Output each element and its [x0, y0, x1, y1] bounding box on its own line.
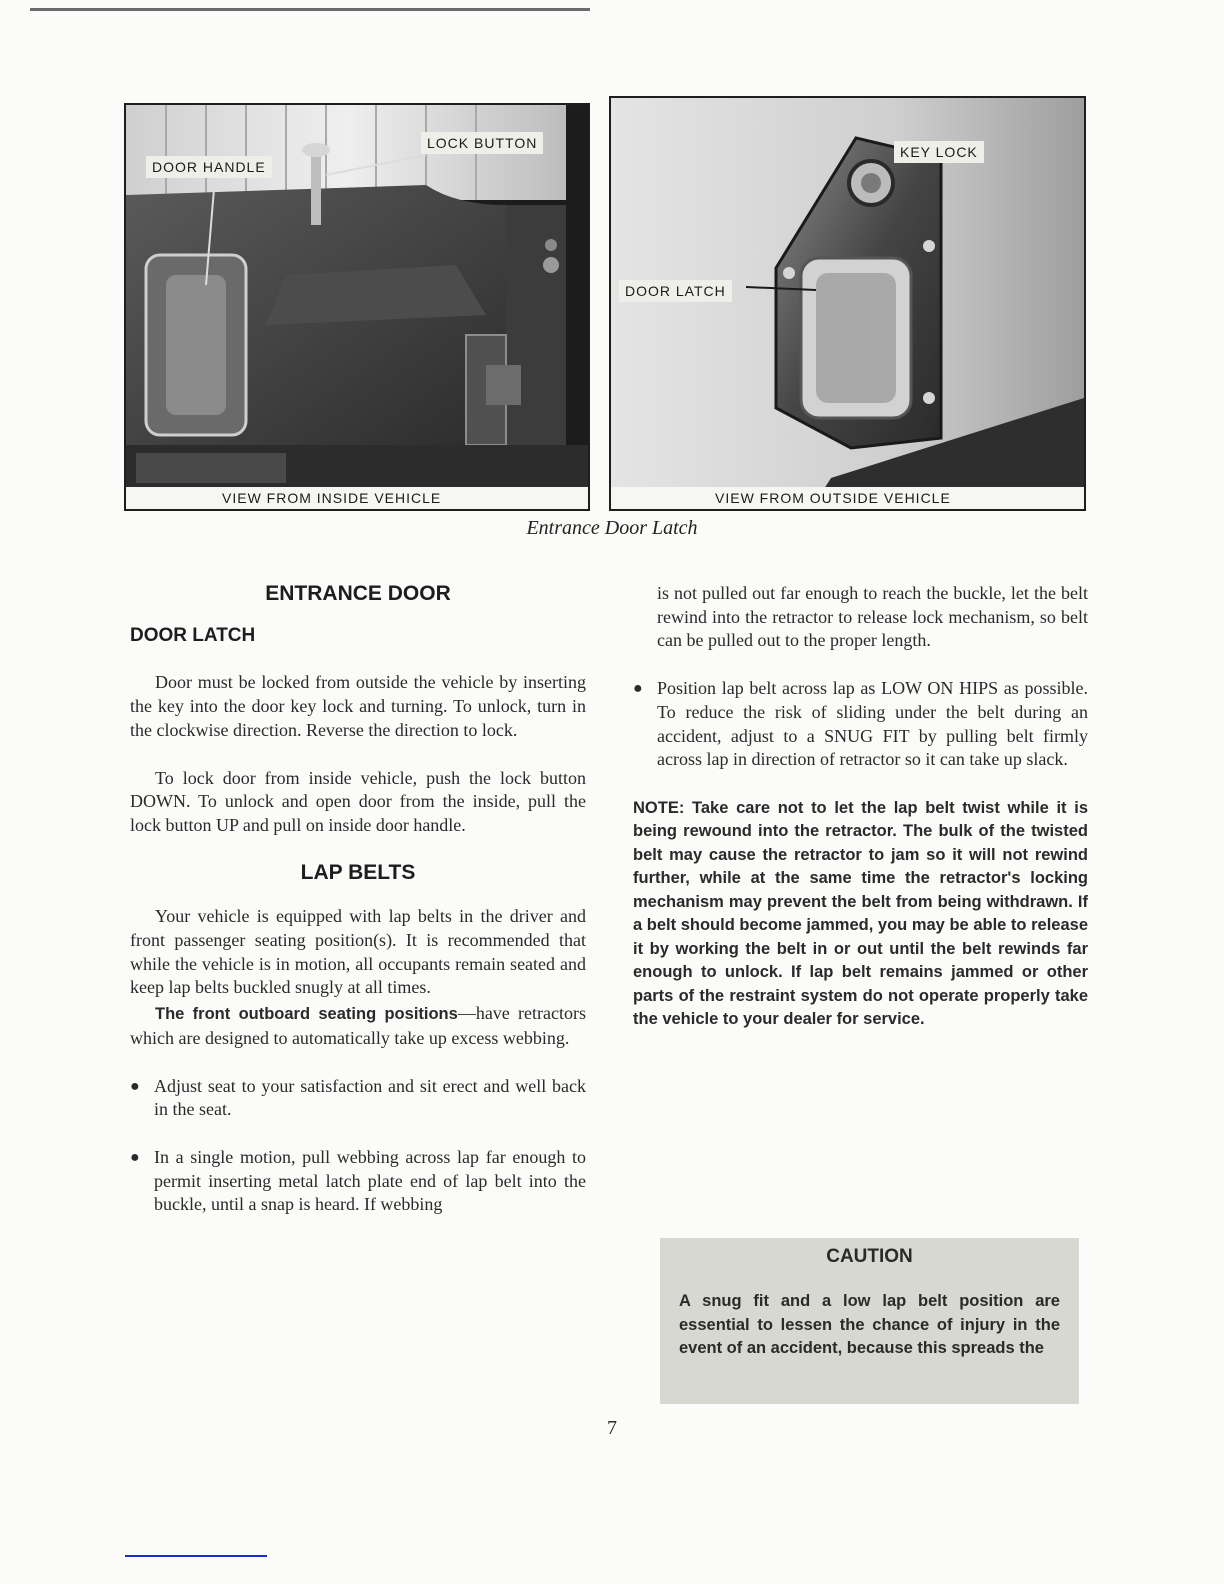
- key-lock-callout: KEY LOCK: [894, 141, 984, 163]
- outside-door-illustration: [611, 98, 1084, 509]
- lap-belts-rest-text: —have retractors which are designed to automatically take up excess webbing.: [130, 1003, 586, 1048]
- bullet-icon: ●: [633, 680, 643, 698]
- figure-caption: Entrance Door Latch: [526, 517, 698, 539]
- section-title-entrance-door: ENTRANCE DOOR: [265, 582, 451, 605]
- top-rule: [30, 8, 590, 11]
- continuation-paragraph: is not pulled out far enough to reach the buckle, let the belt rewind into the retractor to release lock mechanism, so belt can be pulled out to the proper length.: [657, 583, 1088, 651]
- lap-belts-paragraph-2: [130, 1002, 586, 1050]
- subsection-title-door-latch: DOOR LATCH: [130, 624, 256, 646]
- page-number: 7: [607, 1417, 617, 1439]
- photo-inside-view: [124, 103, 590, 511]
- outside-view-caption: VIEW FROM OUTSIDE VEHICLE: [611, 487, 1084, 509]
- photo-outside-view: [609, 96, 1086, 511]
- bullet-item: [130, 1075, 586, 1122]
- inside-view-caption: VIEW FROM INSIDE VEHICLE: [126, 487, 588, 509]
- left-column: [130, 582, 586, 1217]
- right-column: [633, 582, 1088, 1032]
- section-title-lap-belts: LAP BELTS: [300, 860, 416, 884]
- caution-text: A snug fit and a low lap belt position are essential to lessen the chance of injury in the event of an accident, because this spreads the: [679, 1292, 1060, 1357]
- bullet-text: Adjust seat to your satisfaction and sit erect and well back in the seat.: [154, 1075, 586, 1120]
- bullet-text: Position lap belt across lap as LOW ON HIPS as possible. To reduce the risk of sliding under the belt during an accident, adjust to a SNUG FIT by pulling belt firmly across lap in direction of retractor so it can take up slack.: [657, 678, 1088, 770]
- bullet-item: [633, 677, 1088, 772]
- bullet-icon: ●: [130, 1077, 140, 1095]
- bullet-text: In a single motion, pull webbing across lap far enough to permit inserting metal latch plate end of lap belt into the buckle, until a snap is heard. If webbing: [154, 1146, 586, 1215]
- door-handle-callout: DOOR HANDLE: [146, 156, 272, 178]
- door-latch-paragraph-2: To lock door from inside vehicle, push the lock button DOWN. To unlock and open door from the inside, pull the lock button UP and pull on inside door handle.: [130, 767, 586, 835]
- caution-box: [660, 1238, 1079, 1404]
- note-paragraph: NOTE: Take care not to let the lap belt twist while it is being rewound into the retractor. The bulk of the twisted belt may cause the retractor to jam so it will not rewind further, while at the same time the retractor's locking mechanism may prevent the belt from being withdrawn. If a belt should become jammed, you may be able to release it by working the belt in or out until the belt rewinds far enough to unlock. If lap belt remains jammed or other parts of the restraint system do not operate properly take the vehicle to your dealer for service.: [633, 798, 1088, 1029]
- bullet-item: [130, 1146, 586, 1217]
- lap-belts-lead-text: The front outboard seating positions: [155, 1005, 458, 1024]
- door-latch-paragraph-1: Door must be locked from outside the vehicle by inserting the key into the door key lock and turning. To unlock, turn in the clockwise direction. Reverse the direction to lock.: [130, 672, 586, 740]
- caution-title: CAUTION: [826, 1246, 913, 1267]
- bottom-rule: [125, 1555, 267, 1557]
- bullet-icon: ●: [130, 1148, 140, 1166]
- lap-belts-paragraph-1: Your vehicle is equipped with lap belts in the driver and front passenger seating position(s). It is recommended that while the vehicle is in motion, all occupants remain seated and keep lap belts buckled snugly at all times.: [130, 906, 586, 998]
- lock-button-callout: LOCK BUTTON: [421, 132, 543, 154]
- door-latch-callout: DOOR LATCH: [619, 280, 732, 302]
